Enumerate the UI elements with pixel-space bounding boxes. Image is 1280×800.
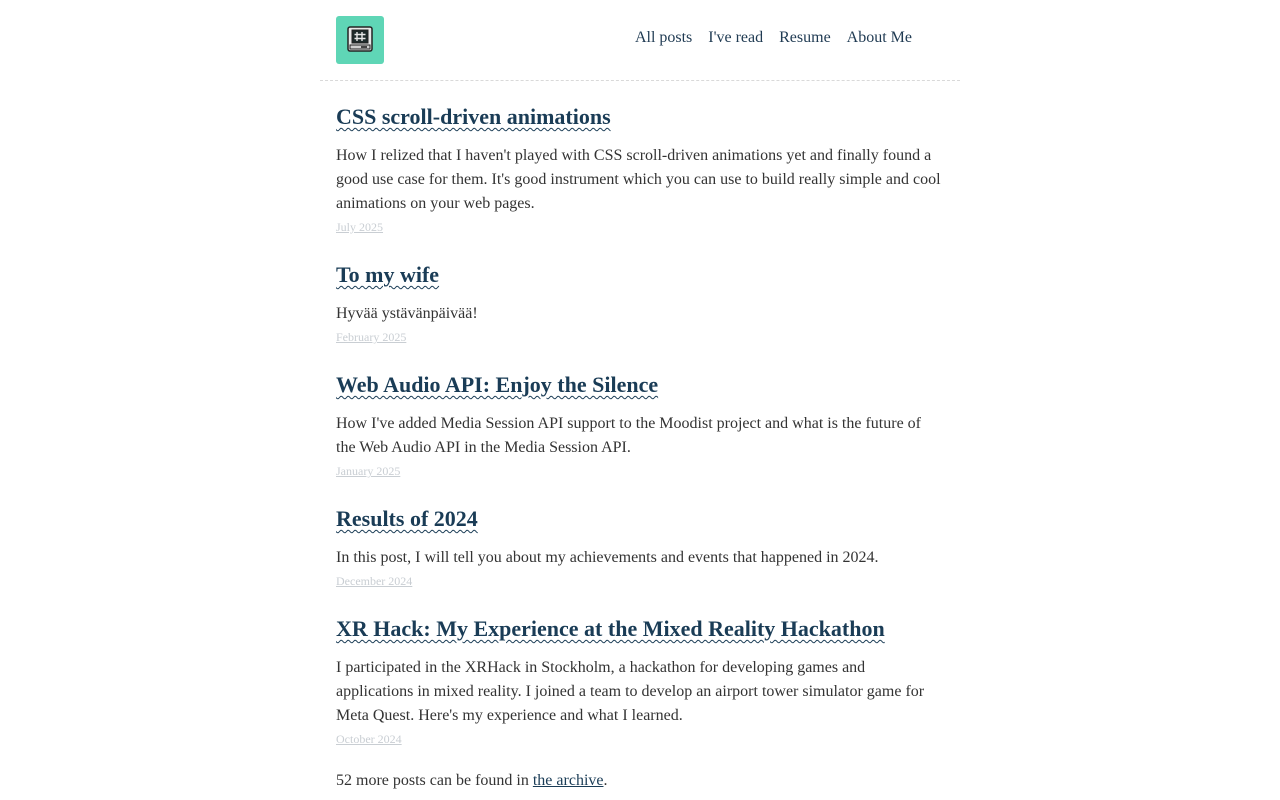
post-title [336, 101, 944, 133]
post-date[interactable]: February 2025 [336, 330, 407, 344]
home-logo-link[interactable] [336, 16, 384, 64]
page [320, 0, 960, 793]
archive-link[interactable]: the archive [532, 772, 604, 789]
post-title-link[interactable]: Web Audio API: Enjoy the Silence [336, 372, 659, 397]
post-excerpt: I participated in the XRHack in Stockholm, a hackathon for developing games and applications in mixed reality. I joined a team to develop an airport tower simulator game for Meta Quest. Here's my experience and what I learned. [336, 659, 925, 724]
post-title [336, 369, 944, 401]
more-posts-period: . [603, 772, 608, 789]
post-item [336, 101, 944, 235]
post-title-link[interactable]: Results of 2024 [336, 506, 478, 531]
post-excerpt: In this post, I will tell you about my achievements and events that happened in 2024. [336, 549, 879, 566]
computer-terminal-icon [345, 25, 375, 55]
nav-about-me[interactable]: About Me [846, 29, 912, 46]
post-item [336, 369, 944, 479]
post-item [336, 613, 944, 747]
post-title-link[interactable]: To my wife [336, 262, 440, 287]
more-posts-note [336, 769, 944, 793]
nav-all-posts[interactable]: All posts [634, 29, 693, 46]
post-title-link[interactable]: CSS scroll-driven animations [336, 104, 611, 129]
post-title [336, 503, 944, 535]
post-excerpt: Hyvää ystävänpäivää! [336, 305, 478, 322]
main-nav [635, 29, 912, 47]
site-header [320, 0, 960, 81]
more-posts-text: 52 more posts can be found in [336, 772, 533, 789]
post-excerpt: How I relized that I haven't played with CSS scroll-driven animations yet and finally found a good use case for them. It's good instrument which you can use to build really simple and cool animations on your web pages. [336, 147, 941, 212]
post-excerpt: How I've added Media Session API support to the Moodist project and what is the future of the Web Audio API in the Media Session API. [336, 415, 922, 456]
post-date[interactable]: January 2025 [336, 464, 401, 478]
post-item [336, 503, 944, 589]
nav-resume[interactable]: Resume [779, 29, 831, 46]
post-date[interactable]: July 2025 [336, 220, 384, 234]
post-title [336, 613, 944, 645]
nav-ive-read[interactable]: I've read [708, 29, 764, 46]
post-date[interactable]: December 2024 [336, 574, 413, 588]
post-date[interactable]: October 2024 [336, 732, 402, 746]
post-title-link[interactable]: XR Hack: My Experience at the Mixed Reality Hackathon [336, 616, 885, 641]
post-item [336, 259, 944, 345]
post-title [336, 259, 944, 291]
post-list [320, 81, 960, 793]
